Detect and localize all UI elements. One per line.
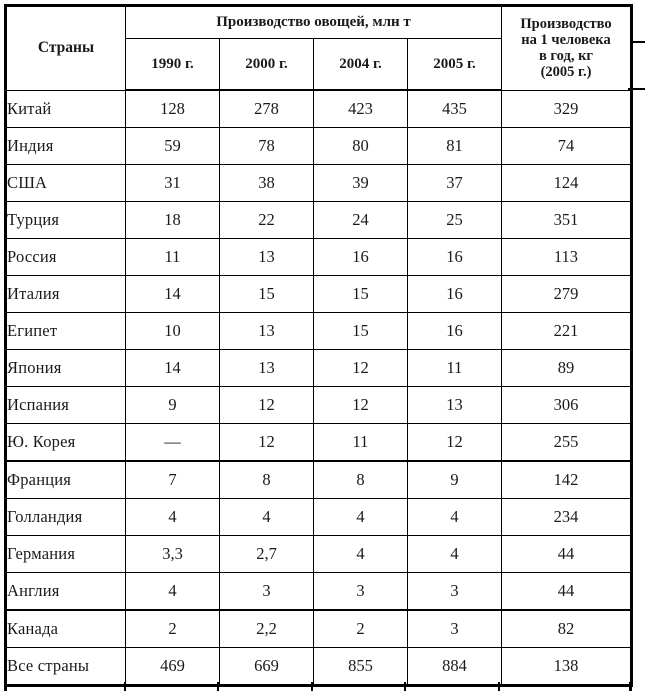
value-1990-cell: 469	[126, 648, 220, 686]
country-cell: Германия	[6, 536, 126, 573]
table-gridline-stub	[311, 682, 313, 691]
value-2004-cell: 11	[314, 424, 408, 462]
value-2005-cell: 3	[408, 573, 502, 611]
table-row	[6, 573, 632, 611]
header-per-capita	[502, 6, 632, 91]
value-2000-cell: 13	[220, 239, 314, 276]
value-2005-cell: 435	[408, 90, 502, 128]
value-2000-cell: 38	[220, 165, 314, 202]
value-2004-cell: 12	[314, 350, 408, 387]
value-2000-cell: 12	[220, 387, 314, 424]
country-cell: Китай	[6, 90, 126, 128]
country-cell: Ю. Корея	[6, 424, 126, 462]
table-row	[6, 536, 632, 573]
table-gridline-stub	[217, 682, 219, 691]
header-year-2000: 2000 г.	[220, 39, 314, 91]
country-cell: США	[6, 165, 126, 202]
header-per-capita-line-4: (2005 г.)	[540, 64, 592, 81]
scan-artifact-tick	[628, 88, 645, 90]
per-capita-cell: 255	[502, 424, 632, 462]
value-2000-cell: 278	[220, 90, 314, 128]
value-1990-cell: 128	[126, 90, 220, 128]
country-cell: Япония	[6, 350, 126, 387]
per-capita-cell: 234	[502, 499, 632, 536]
country-cell: Все страны	[6, 648, 126, 686]
value-2004-cell: 24	[314, 202, 408, 239]
value-2004-cell: 16	[314, 239, 408, 276]
value-2000-cell: 3	[220, 573, 314, 611]
value-2004-cell: 8	[314, 461, 408, 499]
country-cell: Египет	[6, 313, 126, 350]
country-cell: Турция	[6, 202, 126, 239]
value-2000-cell: 13	[220, 313, 314, 350]
per-capita-cell: 74	[502, 128, 632, 165]
header-production-group: Производство овощей, млн т	[126, 6, 502, 39]
table-row	[6, 461, 632, 499]
value-2005-cell: 16	[408, 276, 502, 313]
table-header	[6, 6, 632, 91]
value-2005-cell: 16	[408, 239, 502, 276]
value-2005-cell: 884	[408, 648, 502, 686]
table-row	[6, 424, 632, 462]
table-row	[6, 610, 632, 648]
value-2004-cell: 3	[314, 573, 408, 611]
value-1990-cell: 11	[126, 239, 220, 276]
value-2000-cell: 22	[220, 202, 314, 239]
header-row-top	[6, 6, 632, 39]
table-gridline-stub	[4, 682, 7, 691]
country-cell: Голландия	[6, 499, 126, 536]
value-1990-cell: 4	[126, 499, 220, 536]
per-capita-cell: 124	[502, 165, 632, 202]
value-1990-cell: 7	[126, 461, 220, 499]
value-1990-cell: 59	[126, 128, 220, 165]
table-row	[6, 648, 632, 686]
value-2004-cell: 15	[314, 276, 408, 313]
table-body	[6, 90, 632, 686]
value-2004-cell: 80	[314, 128, 408, 165]
header-year-1990: 1990 г.	[126, 39, 220, 91]
per-capita-cell: 82	[502, 610, 632, 648]
value-2005-cell: 4	[408, 499, 502, 536]
value-1990-cell: 9	[126, 387, 220, 424]
value-2005-cell: 81	[408, 128, 502, 165]
per-capita-cell: 221	[502, 313, 632, 350]
value-2000-cell: 2,2	[220, 610, 314, 648]
value-2000-cell: 669	[220, 648, 314, 686]
value-2004-cell: 39	[314, 165, 408, 202]
value-2000-cell: 2,7	[220, 536, 314, 573]
table-row	[6, 239, 632, 276]
country-cell: Канада	[6, 610, 126, 648]
value-2005-cell: 25	[408, 202, 502, 239]
table-row	[6, 387, 632, 424]
header-per-capita-line-3: в год, кг	[538, 48, 594, 65]
country-cell: Испания	[6, 387, 126, 424]
per-capita-cell: 306	[502, 387, 632, 424]
value-2000-cell: 15	[220, 276, 314, 313]
value-1990-cell: 14	[126, 276, 220, 313]
table-gridline-stub	[629, 682, 632, 691]
per-capita-cell: 351	[502, 202, 632, 239]
country-cell: Россия	[6, 239, 126, 276]
per-capita-cell: 138	[502, 648, 632, 686]
country-cell: Англия	[6, 573, 126, 611]
table-row	[6, 128, 632, 165]
value-1990-cell: 4	[126, 573, 220, 611]
header-year-2004: 2004 г.	[314, 39, 408, 91]
scan-artifact-tick	[630, 41, 645, 43]
value-2000-cell: 12	[220, 424, 314, 462]
value-2004-cell: 4	[314, 499, 408, 536]
value-2005-cell: 11	[408, 350, 502, 387]
per-capita-cell: 329	[502, 90, 632, 128]
country-cell: Франция	[6, 461, 126, 499]
value-2005-cell: 16	[408, 313, 502, 350]
per-capita-cell: 89	[502, 350, 632, 387]
value-2005-cell: 4	[408, 536, 502, 573]
header-per-capita-line-2: на 1 человека	[521, 32, 611, 49]
vegetable-production-table	[4, 4, 633, 687]
value-2000-cell: 13	[220, 350, 314, 387]
country-cell: Италия	[6, 276, 126, 313]
value-2004-cell: 855	[314, 648, 408, 686]
value-1990-cell: —	[126, 424, 220, 462]
value-2000-cell: 4	[220, 499, 314, 536]
per-capita-cell: 44	[502, 573, 632, 611]
value-2005-cell: 12	[408, 424, 502, 462]
per-capita-cell: 113	[502, 239, 632, 276]
value-1990-cell: 14	[126, 350, 220, 387]
table-row	[6, 350, 632, 387]
table-gridline-stub	[124, 682, 126, 691]
header-year-2005: 2005 г.	[408, 39, 502, 91]
value-2005-cell: 9	[408, 461, 502, 499]
value-1990-cell: 2	[126, 610, 220, 648]
value-2005-cell: 37	[408, 165, 502, 202]
value-2004-cell: 423	[314, 90, 408, 128]
per-capita-cell: 142	[502, 461, 632, 499]
table-row	[6, 202, 632, 239]
value-2000-cell: 8	[220, 461, 314, 499]
table-row	[6, 165, 632, 202]
value-2005-cell: 3	[408, 610, 502, 648]
table-gridline-stub	[498, 682, 500, 691]
table-row	[6, 90, 632, 128]
value-1990-cell: 31	[126, 165, 220, 202]
per-capita-cell: 279	[502, 276, 632, 313]
value-2004-cell: 15	[314, 313, 408, 350]
table-row	[6, 276, 632, 313]
country-cell: Индия	[6, 128, 126, 165]
table-gridline-stub	[404, 682, 406, 691]
value-2004-cell: 4	[314, 536, 408, 573]
table-row	[6, 499, 632, 536]
table-row	[6, 313, 632, 350]
value-2005-cell: 13	[408, 387, 502, 424]
per-capita-cell: 44	[502, 536, 632, 573]
value-2000-cell: 78	[220, 128, 314, 165]
value-2004-cell: 12	[314, 387, 408, 424]
value-1990-cell: 3,3	[126, 536, 220, 573]
value-1990-cell: 10	[126, 313, 220, 350]
value-1990-cell: 18	[126, 202, 220, 239]
header-per-capita-line-1: Производство	[520, 16, 612, 33]
value-2004-cell: 2	[314, 610, 408, 648]
header-countries: Страны	[6, 6, 126, 91]
